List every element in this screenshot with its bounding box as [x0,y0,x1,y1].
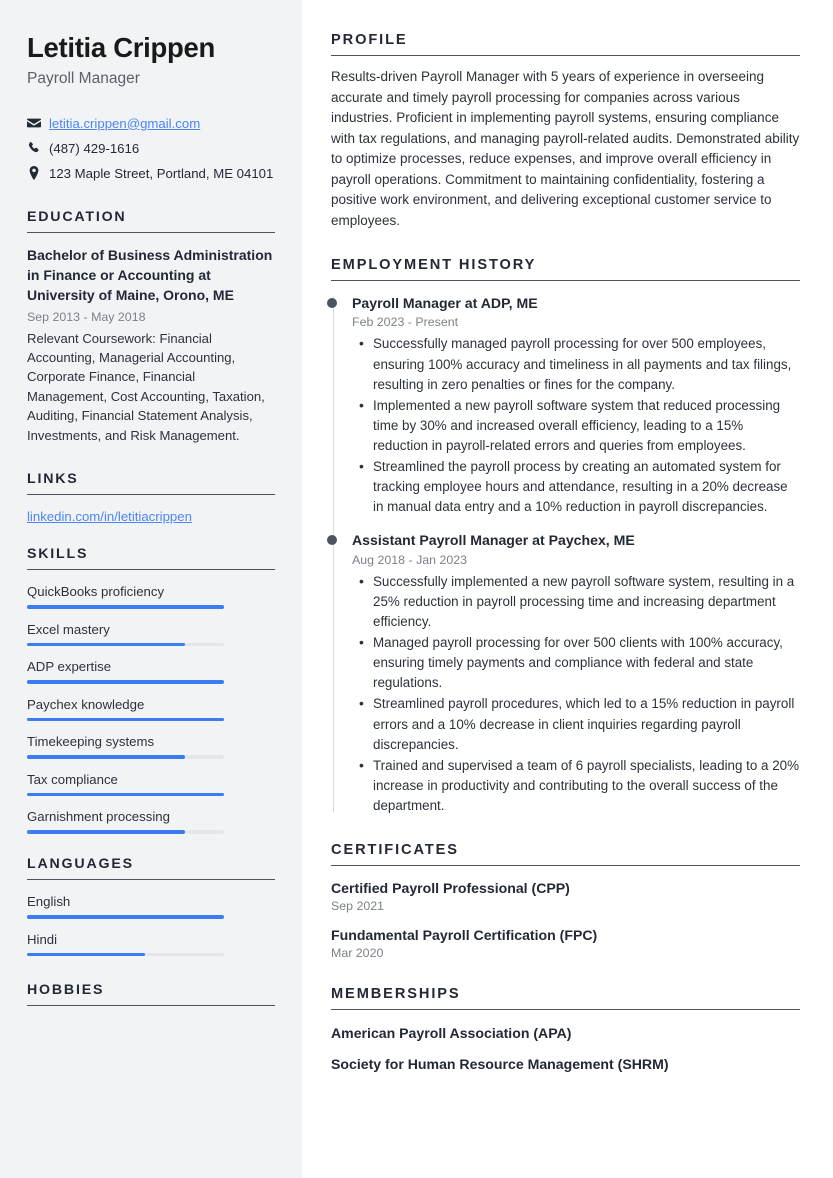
employment-divider [331,280,800,281]
skill-level-fill [27,718,224,722]
job-bullet-list [352,334,800,517]
job-entry [352,531,800,816]
skill-level-track [27,680,224,684]
language-level-fill [27,915,224,919]
certificate-entry [331,927,800,960]
skill-level-track [27,755,224,759]
skill-label: Paychex knowledge [27,696,145,712]
education-heading: EDUCATION [27,209,127,226]
page-title: Letitia Crippen [27,32,216,63]
job-role: Payroll Manager at ADP, ME [352,295,538,312]
job-bullet-list [352,572,800,816]
phone-text: (487) 429-1616 [49,140,140,156]
contact-address-row [27,164,275,183]
certificate-entry [331,880,800,913]
links-heading: LINKS [27,470,79,487]
job-bullet: • Successfully managed payroll processing for over 500 employees, ensuring 100% accuracy and timeliness in all payments and tax filings, resulting in zero penalties or fines for the company. [371,334,800,394]
hobbies-heading: HOBBIES [27,982,105,999]
skills-list [27,584,275,834]
skill-item [27,809,275,834]
skill-level-fill [27,830,185,834]
job-bullet: • Managed payroll processing for over 500 clients with 100% accuracy, ensuring timely payments and compliance with federal and state regulations. [371,633,800,693]
language-item [27,932,275,957]
contact-email-row[interactable] [27,114,275,133]
languages-divider [27,879,275,880]
linkedin-link[interactable]: linkedin.com/in/letitiacrippen [27,508,192,524]
language-level-fill [27,953,145,957]
job-bullet: • Successfully implemented a new payroll software system, resulting in a 25% reduction in payroll processing time and increasing department efficiency. [371,572,800,632]
certificate-date: Sep 2021 [331,899,385,914]
job-role: Assistant Payroll Manager at Paychex, ME [352,532,635,549]
links-divider [27,494,275,495]
skill-label: Garnishment processing [27,809,170,825]
skill-level-track [27,793,224,797]
language-level-track [27,915,224,919]
certificate-date: Mar 2020 [331,946,384,961]
section-profile [331,32,800,231]
languages-heading: LANGUAGES [27,856,134,873]
membership-item: Society for Human Resource Management (SHRM) [331,1056,669,1073]
header-job-title: Payroll Manager [27,69,140,87]
section-links [27,471,275,524]
skill-level-track [27,605,224,609]
skill-item [27,734,275,759]
sidebar [0,0,302,1178]
certificate-title: Certified Payroll Professional (CPP) [331,880,570,897]
section-education [27,209,275,445]
section-certificates [331,842,800,960]
hobbies-divider [27,1005,275,1006]
certificates-list [331,880,800,960]
education-divider [27,232,275,233]
email-link[interactable]: letitia.crippen@gmail.com [49,115,201,131]
skill-label: ADP expertise [27,659,112,675]
memberships-divider [331,1009,800,1010]
contact-phone-row [27,139,275,158]
map-pin-icon [27,164,49,180]
list-item[interactable] [27,509,275,524]
job-bullet: • Streamlined payroll procedures, which led to a 15% reduction in payroll errors and a 10% decrease in client inquiries regarding payroll discrepancies. [371,694,800,754]
skill-level-track [27,718,224,722]
membership-item: American Payroll Association (APA) [331,1025,572,1042]
skill-level-track [27,830,224,834]
timeline-dot-icon [327,298,337,308]
job-dates: Aug 2018 - Jan 2023 [352,552,468,567]
certificates-heading: CERTIFICATES [331,842,459,859]
skill-level-fill [27,793,224,797]
skills-divider [27,569,275,570]
section-languages [27,856,275,956]
skill-label: Tax compliance [27,771,118,787]
skill-label: QuickBooks proficiency [27,583,165,599]
phone-icon [27,139,49,155]
language-label: Hindi [27,931,58,947]
section-hobbies [27,982,275,1006]
section-employment [331,257,800,816]
language-level-track [27,953,224,957]
skill-level-fill [27,755,185,759]
profile-heading: PROFILE [331,32,408,48]
education-degree: Bachelor of Business Administration in Finance or Accounting at University of Maine, Orono, ME [27,247,273,303]
job-dates: Feb 2023 - Present [352,315,459,330]
skill-item [27,772,275,797]
skill-level-fill [27,680,224,684]
skill-level-fill [27,643,185,647]
employment-heading: EMPLOYMENT HISTORY [331,257,537,274]
skill-level-track [27,643,224,647]
memberships-heading: MEMBERSHIPS [331,986,461,1003]
employment-timeline [331,294,800,816]
section-memberships [331,986,800,1072]
section-skills [27,546,275,834]
profile-divider [331,55,800,56]
skill-label: Excel mastery [27,621,110,637]
memberships-list [331,1025,800,1072]
language-item [27,894,275,919]
skill-item [27,659,275,684]
job-bullet: • Trained and supervised a team of 6 payroll specialists, leading to a 20% increase in productivity and contributing to the overall success of the department. [371,756,800,816]
profile-text: Results-driven Payroll Manager with 5 years of experience in overseeing accurate and timely payroll processing for companies across various industries. Proficient in implementing payroll systems, ensuring compliance with tax regulations, and managing payroll-related audits. Demonstrated ability to optimize processes, reduce expenses, and improve overall efficiency in payroll operations. Commitment to maintaining confidentiality, fostering a positive work environment, and delivering exceptional customer service to employees. [331,69,800,228]
education-description: Relevant Coursework: Financial Accounting, Managerial Accounting, Corporate Finance, Financial Management, Cost Accounting, Taxation, Auditing, Financial Statement Analysis, Investments, and Risk Management. [27,330,265,443]
certificates-divider [331,865,800,866]
education-dates: Sep 2013 - May 2018 [27,309,146,324]
skill-item [27,622,275,647]
job-entry [352,294,800,517]
contact-list [27,114,275,183]
envelope-icon [27,114,49,130]
skill-item [27,697,275,722]
job-bullet: • Implemented a new payroll software system that reduced processing time by 30% and increased overall efficiency, leading to a 15% reduction in payroll-related errors and queries from employees. [371,396,800,456]
languages-list [27,894,275,956]
skills-heading: SKILLS [27,545,89,562]
skill-level-fill [27,605,224,609]
language-label: English [27,894,71,910]
certificate-title: Fundamental Payroll Certification (FPC) [331,927,598,944]
address-text: 123 Maple Street, Portland, ME 04101 [49,165,274,181]
skill-label: Timekeeping systems [27,734,155,750]
main-column [302,0,833,1178]
skill-item [27,584,275,609]
timeline-dot-icon [327,535,337,545]
job-bullet: • Streamlined the payroll process by creating an automated system for tracking employee hours and attendance, resulting in a 20% decrease in manual data entry and a 10% reduction in payroll discrepancies. [371,457,800,517]
